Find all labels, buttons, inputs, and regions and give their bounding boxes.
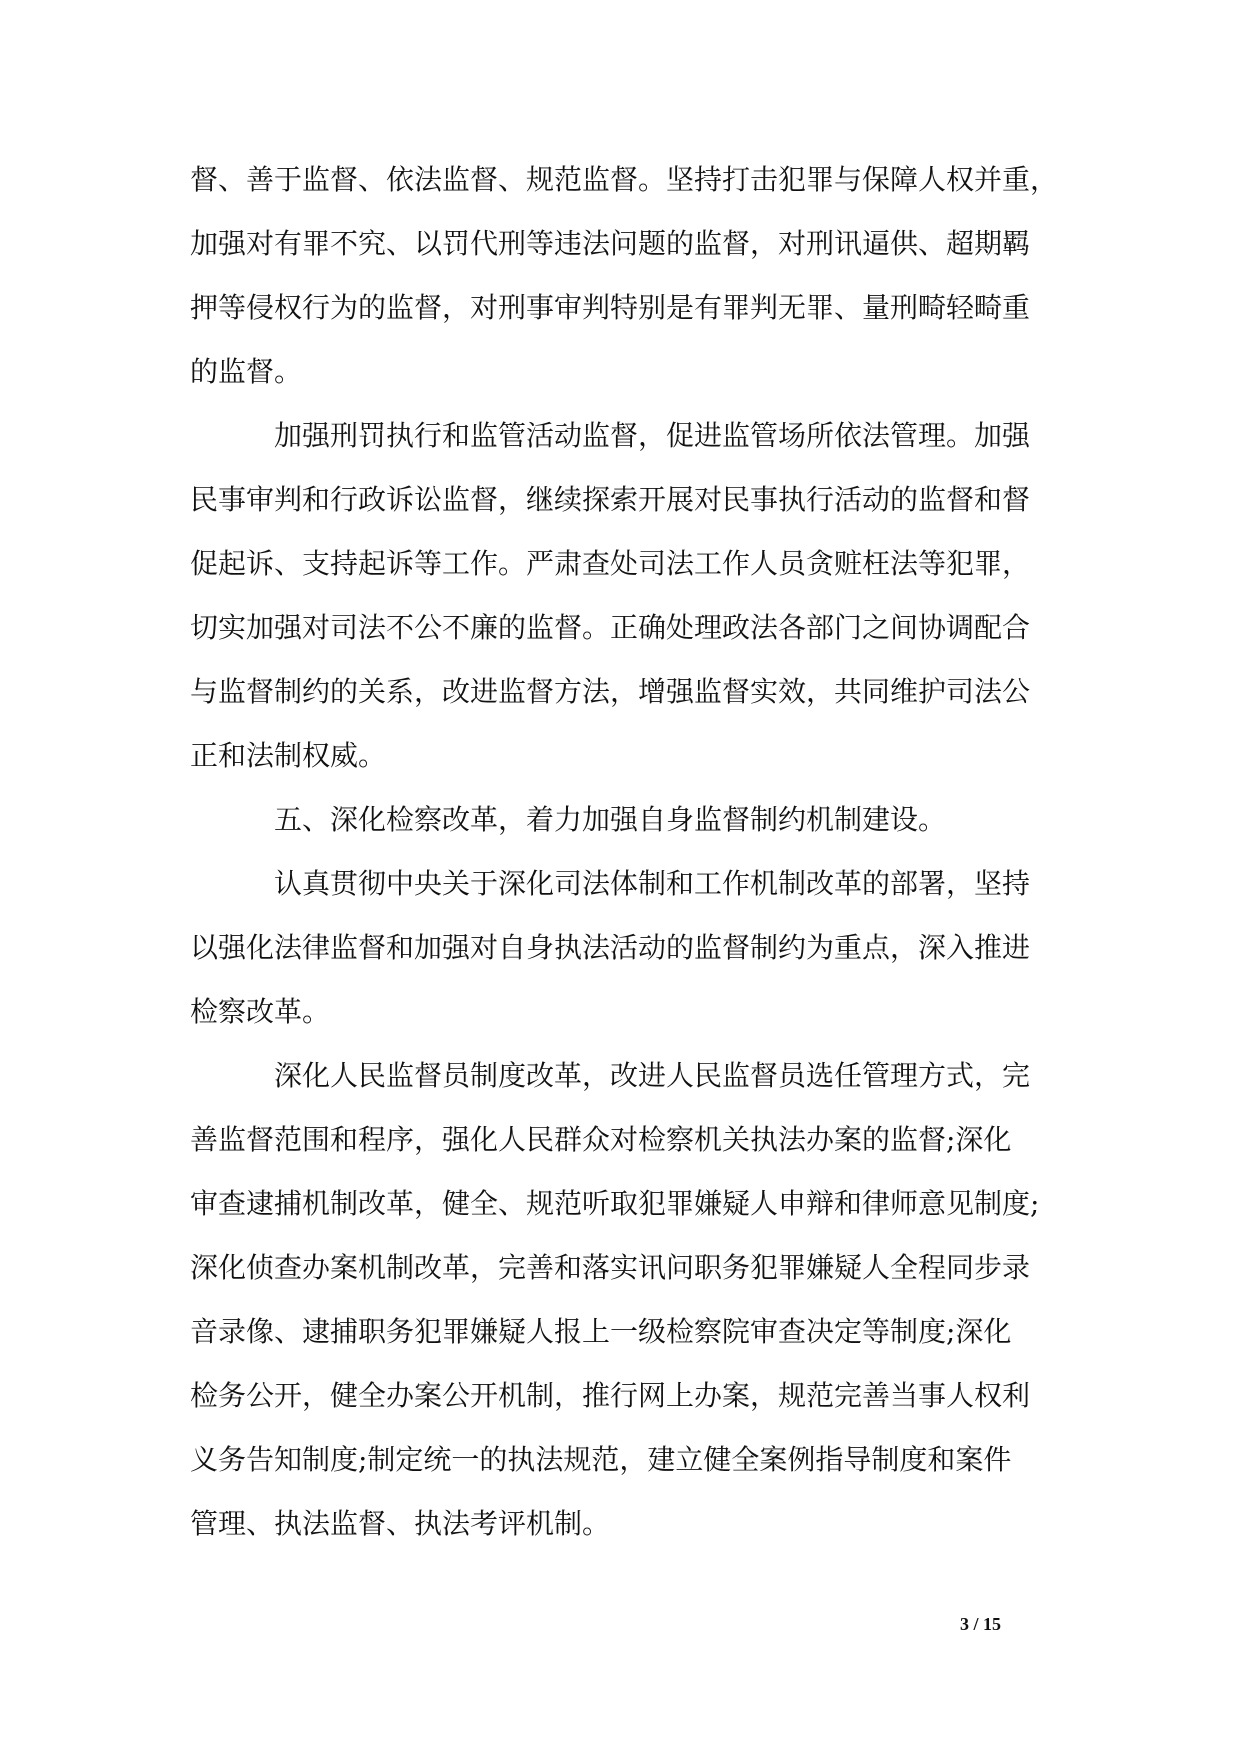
text-line: 义务告知制度;制定统一的执法规范，建立健全案例指导制度和案件 (190, 1443, 1012, 1476)
text-line: 深化侦查办案机制改革，完善和落实讯问职务犯罪嫌疑人全程同步录 (190, 1251, 1031, 1284)
heading-line: 五、深化检察改革，着力加强自身监督制约机制建设。 (274, 803, 947, 836)
text-line: 管理、执法监督、执法考评机制。 (190, 1507, 611, 1540)
text-line: 的监督。 (190, 355, 303, 388)
paragraph-1 (190, 148, 1059, 404)
text-line: 督、善于监督、依法监督、规范监督。坚持打击犯罪与保障人权并重， (190, 163, 1059, 196)
text-line: 与监督制约的关系，改进监督方法，增强监督实效，共同维护司法公 (190, 675, 1031, 708)
text-line: 押等侵权行为的监督，对刑事审判特别是有罪判无罪、量刑畸轻畸重 (190, 291, 1031, 324)
text-line: 善监督范围和程序，强化人民群众对检察机关执法办案的监督;深化 (190, 1123, 1012, 1156)
paragraph-3 (190, 852, 1054, 1044)
text-line: 正和法制权威。 (190, 739, 387, 772)
text-line: 促起诉、支持起诉等工作。严肃查处司法工作人员贪赃枉法等犯罪， (190, 547, 1031, 580)
paragraph-4 (190, 1044, 1054, 1556)
text-line: 切实加强对司法不公不廉的监督。正确处理政法各部门之间协调配合 (190, 611, 1031, 644)
text-line: 音录像、逮捕职务犯罪嫌疑人报上一级检察院审查决定等制度;深化 (190, 1315, 1012, 1348)
text-line: 认真贯彻中央关于深化司法体制和工作机制改革的部署，坚持 (274, 867, 1031, 900)
text-line: 以强化法律监督和加强对自身执法活动的监督制约为重点，深入推进 (190, 931, 1031, 964)
text-line: 审查逮捕机制改革，健全、规范听取犯罪嫌疑人申辩和律师意见制度; (190, 1187, 1040, 1220)
paragraph-2 (190, 404, 1054, 788)
section-heading (190, 788, 1054, 852)
text-line: 检务公开，健全办案公开机制，推行网上办案，规范完善当事人权利 (190, 1379, 1031, 1412)
text-line: 民事审判和行政诉讼监督，继续探索开展对民事执行活动的监督和督 (190, 483, 1031, 516)
text-line: 深化人民监督员制度改革，改进人民监督员选任管理方式，完 (274, 1059, 1031, 1092)
text-line: 加强对有罪不究、以罚代刑等违法问题的监督，对刑讯逼供、超期羁 (190, 227, 1031, 260)
page-number: 3 / 15 (960, 1614, 1002, 1634)
text-line: 检察改革。 (190, 995, 331, 1028)
text-line: 加强刑罚执行和监管活动监督，促进监管场所依法管理。加强 (274, 419, 1031, 452)
document-body (190, 148, 1059, 1556)
